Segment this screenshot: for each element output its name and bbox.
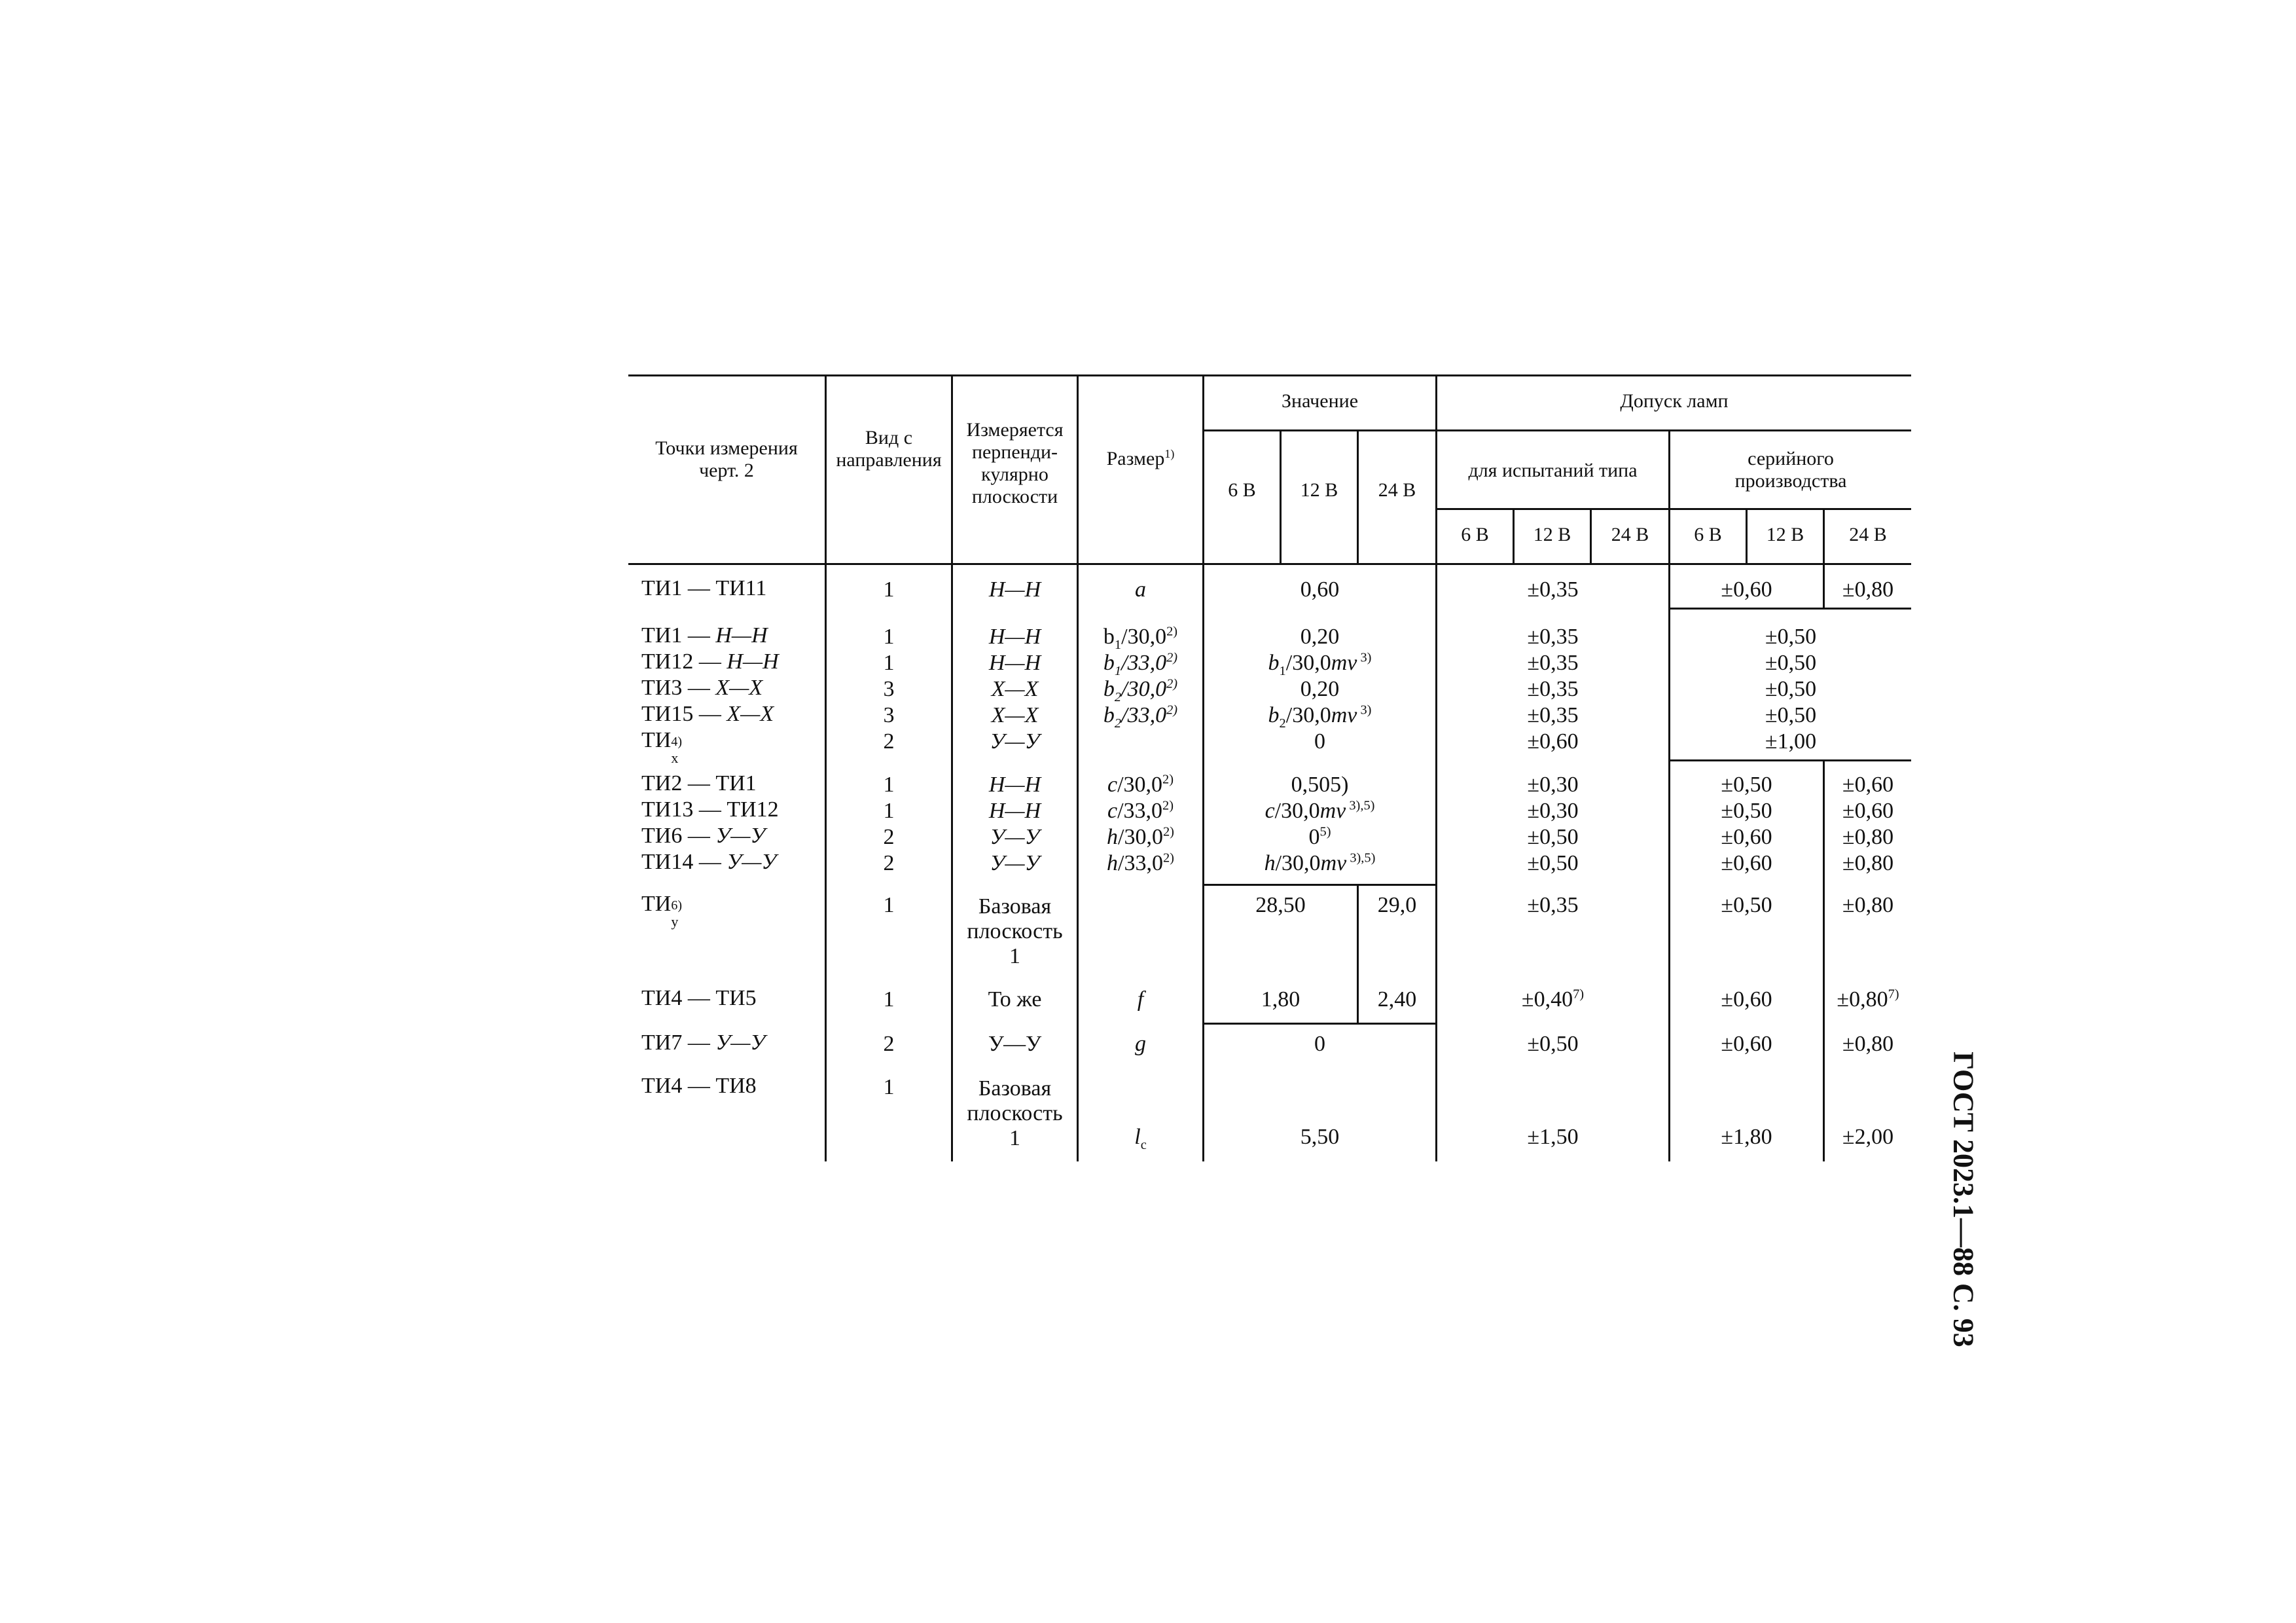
row14-measured-line3: 1 — [1009, 1126, 1020, 1150]
row5-points — [641, 703, 774, 725]
row4-size — [1079, 676, 1202, 704]
rule-value-row13-top — [1202, 1023, 1435, 1025]
row5-value-var: b — [1268, 703, 1280, 727]
row9-measured: У—У — [990, 825, 1040, 849]
header-type-24v: 24 В — [1611, 524, 1649, 545]
row3-type-test: ±0,35 — [1527, 651, 1579, 675]
header-serial-line2: производства — [1734, 470, 1847, 492]
row13-serial-24: ±0,80 — [1842, 1032, 1894, 1056]
row2-size-sub: 1 — [1114, 637, 1122, 652]
row12-value-24: 2,40 — [1377, 987, 1417, 1012]
header-serial-24v: 24 В — [1849, 524, 1887, 545]
header-measured — [953, 419, 1077, 508]
row3-size — [1079, 650, 1202, 678]
row12-points: ТИ4 — ТИ5 — [641, 986, 757, 1010]
row5-size-var: b — [1103, 703, 1115, 727]
row13-type-test: ±0,50 — [1527, 1032, 1579, 1056]
row3-size-footnote: 2) — [1166, 650, 1178, 665]
row5-size-sub: 2 — [1114, 716, 1122, 731]
row14-serial-24: ±2,00 — [1842, 1125, 1894, 1149]
row14-size-var: l — [1134, 1125, 1141, 1149]
row14-value: 5,50 — [1300, 1125, 1340, 1149]
document-designation: ГОСТ 2023.1—88 С. 93 — [1947, 1051, 1980, 1347]
row3-value-footnote: 3) — [1357, 650, 1372, 665]
row13-points — [641, 1032, 765, 1054]
header-value-group: Значение — [1281, 390, 1359, 412]
row2-type-test: ±0,35 — [1527, 625, 1579, 649]
row5-size-div: /33,0 — [1121, 703, 1167, 727]
row3-value-var: b — [1268, 651, 1280, 675]
row1-view: 1 — [883, 577, 895, 602]
header-measured-line1: Измеряется — [966, 419, 1064, 441]
row9-size-div: /30,0 — [1118, 825, 1163, 849]
row3-size-sub: 1 — [1114, 663, 1122, 678]
header-view-line2: направления — [836, 449, 942, 471]
row7-view: 1 — [883, 773, 895, 797]
row10-points-plane: У—У — [726, 850, 777, 874]
row4-size-var: b — [1103, 677, 1115, 701]
row10-points — [641, 851, 776, 873]
header-type-12v: 12 В — [1533, 524, 1571, 545]
row14-measured-line1: Базовая — [978, 1076, 1052, 1101]
row5-value — [1204, 702, 1435, 731]
row8-size-div: /33,0 — [1117, 799, 1163, 823]
row14-view: 1 — [883, 1075, 895, 1099]
row7-size-footnote: 2) — [1162, 772, 1174, 787]
header-serial — [1670, 448, 1911, 492]
header-measured-line3: кулярно — [981, 464, 1049, 485]
row10-size-footnote: 2) — [1162, 850, 1174, 866]
row11-value-6-12: 28,50 — [1255, 893, 1306, 917]
row13-size: g — [1135, 1032, 1146, 1056]
row10-serial-6-12: ±0,60 — [1721, 851, 1772, 875]
row1-measured: Н—Н — [988, 577, 1041, 602]
row3-value-div: /30,0 — [1285, 651, 1331, 675]
row7-measured: Н—Н — [988, 773, 1041, 797]
row9-value-num: 0 — [1308, 825, 1320, 849]
row7-value: 0,505) — [1291, 773, 1349, 797]
row1-serial-6-12: ±0,60 — [1721, 577, 1772, 602]
row3-measured: Н—Н — [988, 651, 1041, 675]
row1-points: ТИ1 — ТИ11 — [641, 576, 767, 600]
row2-measured: Н—Н — [988, 625, 1041, 649]
row4-view: 3 — [883, 677, 895, 701]
row3-points-plane: Н—Н — [726, 649, 779, 674]
row7-type-test: ±0,30 — [1527, 773, 1579, 797]
row9-size — [1079, 826, 1202, 848]
row2-size-div: /30,0 — [1121, 625, 1167, 649]
row12-view: 1 — [883, 987, 895, 1012]
row8-value-mv: mv — [1319, 799, 1346, 823]
row10-points-prefix: ТИ14 — — [641, 850, 727, 874]
row8-serial-24: ±0,60 — [1842, 799, 1894, 823]
header-points-line1: Точки измерения — [655, 437, 798, 459]
header-rule-voltage — [1435, 508, 1911, 510]
row1-size: a — [1135, 577, 1146, 602]
row10-measured: У—У — [990, 851, 1040, 875]
row6-value: 0 — [1314, 729, 1325, 754]
row11-measured-line2: плоскость — [967, 919, 1063, 943]
row3-value-mv: mv — [1331, 651, 1357, 675]
row9-points — [641, 825, 765, 847]
row6-type-test: ±0,60 — [1527, 729, 1579, 754]
row9-value — [1204, 826, 1435, 848]
row4-measured: Х—Х — [991, 677, 1039, 701]
row8-value — [1204, 800, 1435, 822]
row10-serial-24: ±0,80 — [1842, 851, 1894, 875]
row2-value: 0,20 — [1300, 625, 1340, 649]
row6-view: 2 — [883, 729, 895, 754]
row13-view: 2 — [883, 1032, 895, 1056]
row11-points-sub: y — [671, 913, 679, 930]
row8-value-var: c — [1265, 799, 1275, 823]
row7-points: ТИ2 — ТИ1 — [641, 771, 757, 795]
row8-view: 1 — [883, 799, 895, 823]
row6-serial: ±1,00 — [1765, 729, 1817, 754]
header-view — [827, 427, 951, 471]
row12-serial-24-footnote: 7) — [1888, 987, 1899, 1002]
row14-size-sub: c — [1140, 1137, 1147, 1152]
row2-serial: ±0,50 — [1765, 625, 1817, 649]
header-value-6v: 6 В — [1228, 479, 1256, 501]
row10-view: 2 — [883, 851, 895, 875]
row5-size-footnote: 2) — [1166, 702, 1178, 718]
row10-size-div: /33,0 — [1118, 851, 1163, 875]
row1-type-test: ±0,35 — [1527, 577, 1579, 602]
row10-value-div: /30,0 — [1275, 851, 1321, 875]
row14-points: ТИ4 — ТИ8 — [641, 1074, 757, 1098]
row14-type-test: ±1,50 — [1527, 1125, 1579, 1149]
row12-serial-24-value: ±0,80 — [1837, 987, 1888, 1012]
header-points-line2: черт. 2 — [699, 460, 754, 481]
row3-size-var: b — [1103, 651, 1115, 675]
row10-value — [1204, 852, 1435, 875]
row9-size-var: h — [1107, 825, 1119, 849]
row2-size-footnote: 2) — [1166, 624, 1178, 639]
row5-type-test: ±0,35 — [1527, 703, 1579, 727]
row8-measured: Н—Н — [988, 799, 1041, 823]
row5-measured: Х—Х — [991, 703, 1039, 727]
row11-measured — [953, 894, 1077, 969]
row5-view: 3 — [883, 703, 895, 727]
rule-value-row11-top — [1202, 884, 1435, 886]
row1-serial-24: ±0,80 — [1842, 577, 1894, 602]
row9-view: 2 — [883, 825, 895, 849]
row8-value-div: /30,0 — [1274, 799, 1320, 823]
header-serial-12v: 12 В — [1766, 524, 1804, 545]
row10-size — [1079, 852, 1202, 875]
row7-size-var: c — [1107, 773, 1118, 797]
header-view-line1: Вид с — [865, 427, 913, 448]
row10-value-footnote: 3),5) — [1346, 850, 1376, 866]
row8-serial-6-12: ±0,50 — [1721, 799, 1772, 823]
row6-points-sub: x — [671, 750, 679, 766]
row4-size-footnote: 2) — [1166, 676, 1178, 691]
row9-serial-24: ±0,80 — [1842, 825, 1894, 849]
row14-serial-6-12: ±1,80 — [1721, 1125, 1772, 1149]
table-top-rule — [628, 374, 1911, 376]
row12-serial-24 — [1825, 989, 1911, 1011]
row11-serial-24: ±0,80 — [1842, 893, 1894, 917]
header-tolerance-group: Допуск ламп — [1620, 390, 1729, 412]
row10-type-test: ±0,50 — [1527, 851, 1579, 875]
row7-serial-24: ±0,60 — [1842, 773, 1894, 797]
header-type-test: для испытаний типа — [1468, 460, 1638, 481]
row7-size — [1079, 774, 1202, 796]
row8-value-footnote: 3),5) — [1346, 798, 1375, 813]
row4-points-prefix: ТИ3 — — [641, 676, 716, 700]
row8-size-footnote: 2) — [1162, 798, 1174, 813]
row2-points-plane: Н—Н — [715, 623, 768, 647]
row9-value-footnote: 5) — [1319, 824, 1331, 839]
row12-type-test-value: ±0,40 — [1521, 987, 1573, 1012]
row10-size-var: h — [1107, 851, 1119, 875]
row4-size-div: /30,0 — [1121, 677, 1167, 701]
row5-size — [1079, 702, 1202, 731]
row3-value — [1204, 650, 1435, 678]
row13-value: 0 — [1314, 1032, 1325, 1056]
row11-value-24: 29,0 — [1377, 893, 1417, 917]
row3-view: 1 — [883, 651, 895, 675]
row14-size — [1079, 1125, 1202, 1152]
row8-points: ТИ13 — ТИ12 — [641, 797, 779, 822]
row11-points-footnote: 6) — [671, 898, 682, 913]
row12-size: f — [1137, 987, 1144, 1012]
row4-points — [641, 677, 762, 699]
header-value-24v: 24 В — [1378, 479, 1416, 501]
row8-size-var: c — [1107, 799, 1118, 823]
row2-size — [1079, 624, 1202, 652]
header-size — [1079, 449, 1202, 469]
header-type-6v: 6 В — [1461, 524, 1489, 545]
row4-size-sub: 2 — [1114, 689, 1122, 704]
row1-value: 0,60 — [1300, 577, 1340, 602]
row3-value-sub: 1 — [1279, 663, 1286, 678]
row13-measured: У—У — [988, 1032, 1042, 1056]
row11-points — [641, 892, 684, 930]
header-serial-line1: серийного — [1748, 448, 1834, 469]
rule-serial-row7-top — [1668, 759, 1911, 761]
header-rule-value — [1202, 429, 1911, 431]
row6-measured: У—У — [990, 729, 1040, 754]
row13-points-plane: У—У — [715, 1030, 766, 1055]
row5-points-prefix: ТИ15 — — [641, 702, 727, 726]
row4-points-plane: Х—Х — [715, 676, 763, 700]
header-serial-6v: 6 В — [1694, 524, 1722, 545]
row3-serial: ±0,50 — [1765, 651, 1817, 675]
row5-value-mv: mv — [1331, 703, 1357, 727]
row4-serial: ±0,50 — [1765, 677, 1817, 701]
row12-type-test-footnote: 7) — [1573, 987, 1585, 1002]
row12-measured: То же — [988, 987, 1042, 1012]
row2-size-var: b — [1103, 625, 1115, 649]
row2-points — [641, 625, 768, 647]
row3-points-prefix: ТИ12 — — [641, 649, 727, 674]
row14-measured-line2: плоскость — [967, 1101, 1063, 1125]
row2-points-prefix: ТИ1 — — [641, 623, 716, 647]
header-size-label: Размер — [1106, 448, 1165, 469]
row11-measured-line1: Базовая — [978, 894, 1052, 919]
row13-points-prefix: ТИ7 — — [641, 1030, 716, 1055]
row11-type-test: ±0,35 — [1527, 893, 1579, 917]
row11-view: 1 — [883, 893, 895, 917]
row12-serial-6-12: ±0,60 — [1721, 987, 1772, 1012]
row8-type-test: ±0,30 — [1527, 799, 1579, 823]
row3-size-div: /33,0 — [1121, 651, 1167, 675]
row2-view: 1 — [883, 625, 895, 649]
row11-points-prefix: ТИ — [641, 892, 672, 916]
header-measured-line2: перпенди- — [971, 441, 1058, 463]
row6-points — [641, 728, 684, 766]
row6-points-footnote: 4) — [671, 735, 682, 749]
row14-measured — [953, 1076, 1077, 1151]
row9-serial-6-12: ±0,60 — [1721, 825, 1772, 849]
row9-points-plane: У—У — [715, 824, 766, 848]
row5-value-footnote: 3) — [1357, 702, 1372, 718]
header-size-footnote: 1) — [1164, 447, 1175, 460]
row6-points-prefix: ТИ — [641, 728, 672, 752]
row12-type-test — [1437, 989, 1668, 1011]
row9-size-footnote: 2) — [1162, 824, 1174, 839]
header-bottom-rule — [628, 563, 1911, 565]
row5-value-div: /30,0 — [1285, 703, 1331, 727]
row12-value-6-12: 1,80 — [1261, 987, 1300, 1012]
row8-size — [1079, 800, 1202, 822]
row5-value-sub: 2 — [1279, 716, 1286, 731]
header-value-12v: 12 В — [1300, 479, 1338, 501]
row5-serial: ±0,50 — [1765, 703, 1817, 727]
row7-serial-6-12: ±0,50 — [1721, 773, 1772, 797]
row11-serial-6-12: ±0,50 — [1721, 893, 1772, 917]
row5-points-plane: Х—Х — [726, 702, 774, 726]
rule-serial-group-top — [1668, 608, 1911, 610]
header-points — [628, 437, 825, 482]
header-measured-line4: плоскости — [971, 486, 1058, 507]
row9-type-test: ±0,50 — [1527, 825, 1579, 849]
row11-measured-line3: 1 — [1009, 944, 1020, 968]
row10-value-var: h — [1264, 851, 1276, 875]
row3-points — [641, 651, 779, 673]
row13-serial-6-12: ±0,60 — [1721, 1032, 1772, 1056]
row10-value-mv: mv — [1320, 851, 1347, 875]
row4-type-test: ±0,35 — [1527, 677, 1579, 701]
row4-value: 0,20 — [1300, 677, 1340, 701]
row9-points-prefix: ТИ6 — — [641, 824, 716, 848]
row7-size-div: /30,0 — [1117, 773, 1163, 797]
